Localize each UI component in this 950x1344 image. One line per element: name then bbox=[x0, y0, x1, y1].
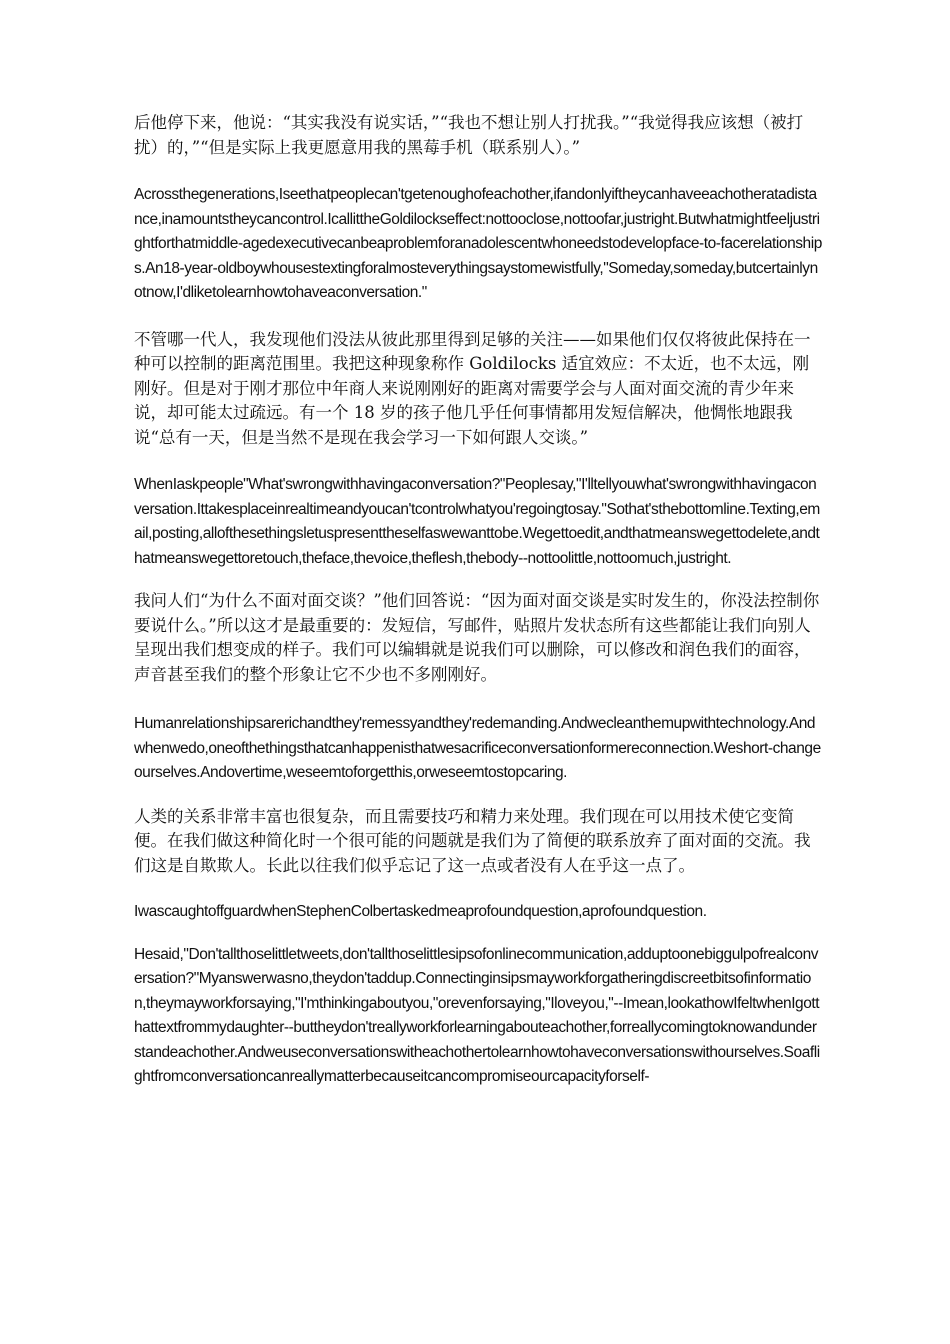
paragraph-zh-1: 后他停下来，他说：“其实我没有说实话，”“我也不想让别人打扰我。”“我觉得我应该想（被打扰）的，”“但是实际上我更愿意用我的黑莓手机（联系别人）。” bbox=[134, 113, 804, 157]
document-body bbox=[134, 111, 822, 1090]
paragraph-en-4: IwascaughtoffguardwhenStephenColbertaskedmeaprofoundquestion,aprofoundquestion. bbox=[134, 903, 707, 920]
paragraph-en-5: Hesaid,"Don'tallthoselittletweets,don'tallthoselittlesipsofonlinecommunication,adduptoonebiggulpofrealconversation?"Myanswerwasno,theydon'taddup.Connectinginsipsmayworkforgatheringdiscreetbitsofinformation,theymayworkforsaying,"I'mthinkingaboutyou,"orevenforsaying,"Iloveyou,"--Imean,lookathowIfeltwhenIgotthattextfrommydaughter--buttheydon'treallyworkforlearningabouteachother,forreallycomingtoknowandunderstandeachother.Andweuseconversationswitheachothertolearnhowtohaveconversationswithourselves.Soaflightfromconversationcanreallymatterbecauseitcancompromiseourcapacityforself- bbox=[134, 945, 820, 1085]
paragraph-en-3: Humanrelationshipsarerichandthey'remessyandthey'redemanding.Andwecleanthemupwithtechnology.Andwhenwedo,oneofthethingsthatcanhappenisthatwesacrificeconversationformereconnection.Weshort-changeourselves.Andovertime,weseemtoforgetthis,orweseemtostopcaring. bbox=[134, 715, 821, 781]
paragraph-en-1: Acrossthegenerations,Iseethatpeoplecan'tgetenoughofeachother,ifandonlyiftheycanhaveeachotheratadistance,inamountstheycancontrol.IcallittheGoldilockseffect:nottooclose,nottoofar,justright.Butwhatmightfeeljustrightforthatmiddle-agedexecutivecanbeaproblemforanadolescentwhoneedstodevelopface-to-facerelationships.An18-year-oldboywhousestextingforalmosteverythingsaystomewistfully,"Someday,someday,butcertainlynotnow,I'dliketolearnhowtohaveaconversation." bbox=[134, 186, 822, 301]
paragraph-en-2: WhenIaskpeople"What'swrongwithhavingaconversation?"Peoplesay,"I'lltellyouwhat'swrongwithhavingaconversation.Ittakesplaceinrealtimeandyoucan'tcontrolwhatyou'regoingtosay."Sothat'sthebottomline.Texting,email,posting,allofthesethingsletuspresenttheselfaswewanttobe.Wegettoedit,andthatmeanswegettodelete,andthatmeanswegettoretouch,theface,thevoice,theflesh,thebody--nottoolittle,nottoomuch,justright. bbox=[134, 476, 820, 567]
paragraph-zh-2: 不管哪一代人，我发现他们没法从彼此那里得到足够的关注——如果他们仅仅将彼此保持在一种可以控制的距离范围里。我把这种现象称作 Goldilocks 适宜效应：不太近，也不太远，刚刚好。但是对于刚才那位中年商人来说刚刚好的距离对需要学会与人面对面交流的青少年来说，却可能太过疏远。有一个 18 岁的孩子他几乎任何事情都用发短信解决，他惆怅地跟我说“总有一天，但是当然不是现在我会学习一下如何跟人交谈。” bbox=[134, 329, 811, 447]
paragraph-zh-3: 我问人们“为什么不面对面交谈？”他们回答说：“因为面对面交谈是实时发生的，你没法控制你要说什么。”所以这才是最重要的：发短信，写邮件，贴照片发状态所有这些都能让我们向别人呈现出我们想变成的样子。我们可以编辑就是说我们可以删除，可以修改和润色我们的面容，声音甚至我们的整个形象让它不少也不多刚刚好。 bbox=[134, 591, 820, 684]
paragraph-zh-4: 人类的关系非常丰富也很复杂，而且需要技巧和精力来处理。我们现在可以用技术使它变简便。在我们做这种简化时一个很可能的问题就是我们为了简便的联系放弃了面对面的交流。我们这是自欺欺人。长此以往我们似乎忘记了这一点或者没有人在乎这一点了。 bbox=[134, 806, 811, 875]
